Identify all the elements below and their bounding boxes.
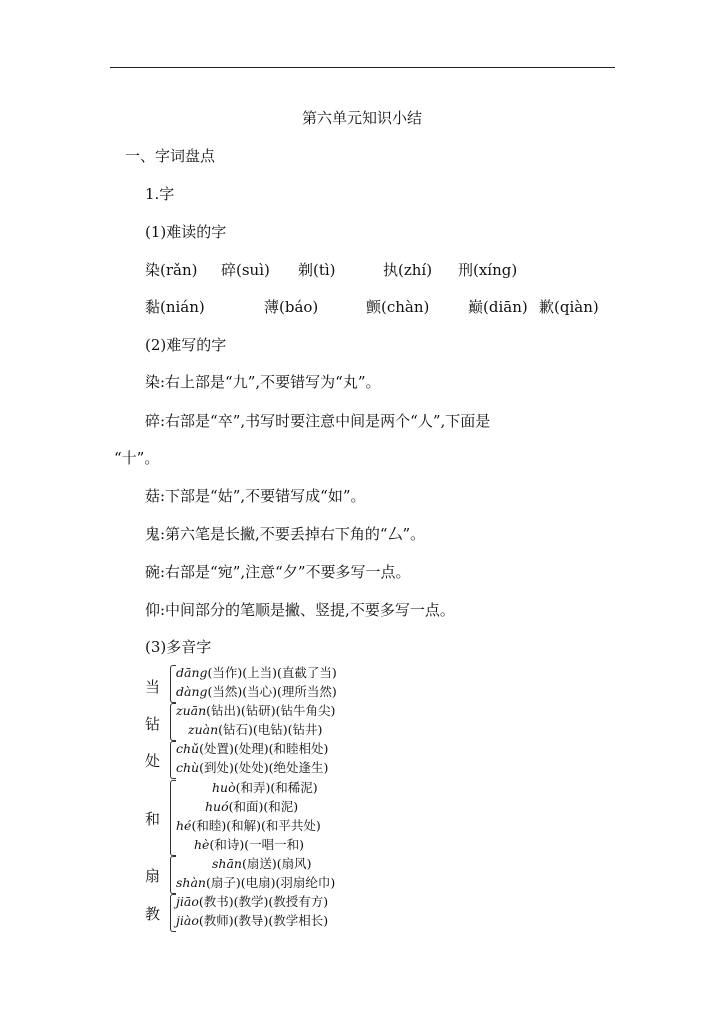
hard-read-item: 剃(tì) bbox=[298, 261, 336, 279]
hard-write-item: 仰:中间部分的笔顺是撇、竖提,不要多写一点。 bbox=[145, 601, 455, 619]
polyphonic-line: hé(和睦)(和解)(和平共处) bbox=[176, 818, 321, 833]
hard-write-item: 碗:右部是“宛”,注意“夕”不要多写一点。 bbox=[145, 563, 411, 581]
hard-write-item: 菇:下部是“姑”,不要错写成“如”。 bbox=[145, 487, 366, 505]
polyphonic-line: dàng(当然)(当心)(理所当然) bbox=[176, 684, 337, 699]
hard-read-item: 碎(suì) bbox=[221, 261, 270, 279]
page-title: 第六单元知识小结 bbox=[301, 109, 422, 127]
hard-read-item: 刑(xíng) bbox=[458, 261, 518, 279]
hard-write-item: 鬼:第六笔是长撇,不要丢掉右下角的“厶”。 bbox=[145, 525, 426, 543]
polyphonic-line: shān(扇送)(扇风) bbox=[212, 856, 312, 871]
polyphonic-line: huò(和弄)(和稀泥) bbox=[212, 780, 318, 795]
polyphonic-line: jiāo(教书)(教学)(教授有方) bbox=[176, 894, 329, 909]
polyphonic-line: jiào(教师)(教导)(教学相长) bbox=[176, 913, 329, 928]
polyphonic-char: 和 bbox=[145, 810, 161, 828]
section-heading: 一、字词盘点 bbox=[125, 147, 216, 165]
polyphonic-char: 教 bbox=[145, 905, 161, 923]
hard-read-item: 巅(diān) bbox=[468, 298, 528, 316]
polyphonic-line: huó(和面)(和泥) bbox=[205, 799, 299, 814]
hard-write-item: 碎:右部是“卒”,书写时要注意中间是两个“人”,下面是 bbox=[145, 412, 491, 430]
polyphonic-line: zuàn(钻石)(电钻)(钻井) bbox=[188, 722, 323, 737]
hard-read-item: 执(zhí) bbox=[383, 261, 433, 279]
polyphonic-line: dāng(当作)(上当)(直截了当) bbox=[176, 665, 337, 680]
polyphonic-char: 当 bbox=[145, 678, 161, 696]
polyphonic-char: 处 bbox=[145, 752, 161, 770]
polyphonic-line: chù(到处)(处处)(绝处逢生) bbox=[176, 760, 329, 775]
polyphonic-char: 扇 bbox=[145, 867, 161, 885]
subsection-heading: 1.字 bbox=[145, 185, 175, 203]
hard-read-item: 歉(qiàn) bbox=[539, 298, 599, 316]
hard-write-item: 染:右上部是“九”,不要错写为“丸”。 bbox=[145, 373, 381, 391]
hard-read-item: 黏(nián) bbox=[145, 298, 205, 316]
hard-read-item: 颤(chàn) bbox=[366, 298, 430, 316]
hard-read-item: 染(rǎn) bbox=[145, 261, 198, 279]
hard-read-item: 薄(báo) bbox=[264, 298, 319, 316]
polyphonic-line: zuān(钻出)(钻研)(钻牛角尖) bbox=[176, 703, 336, 718]
hard-write-item-continued: “十”。 bbox=[114, 449, 160, 467]
hard-read-heading: (1)难读的字 bbox=[145, 223, 227, 241]
polyphonic-line: chǔ(处置)(处理)(和睦相处) bbox=[176, 741, 329, 756]
polyphonic-line: shàn(扇子)(电扇)(羽扇纶巾) bbox=[176, 875, 336, 890]
header-rule bbox=[110, 67, 615, 68]
polyphonic-line: hè(和诗)(一唱一和) bbox=[194, 837, 304, 852]
polyphonic-char: 钻 bbox=[145, 715, 161, 733]
hard-write-heading: (2)难写的字 bbox=[145, 336, 227, 354]
polyphonic-heading: (3)多音字 bbox=[145, 638, 212, 656]
